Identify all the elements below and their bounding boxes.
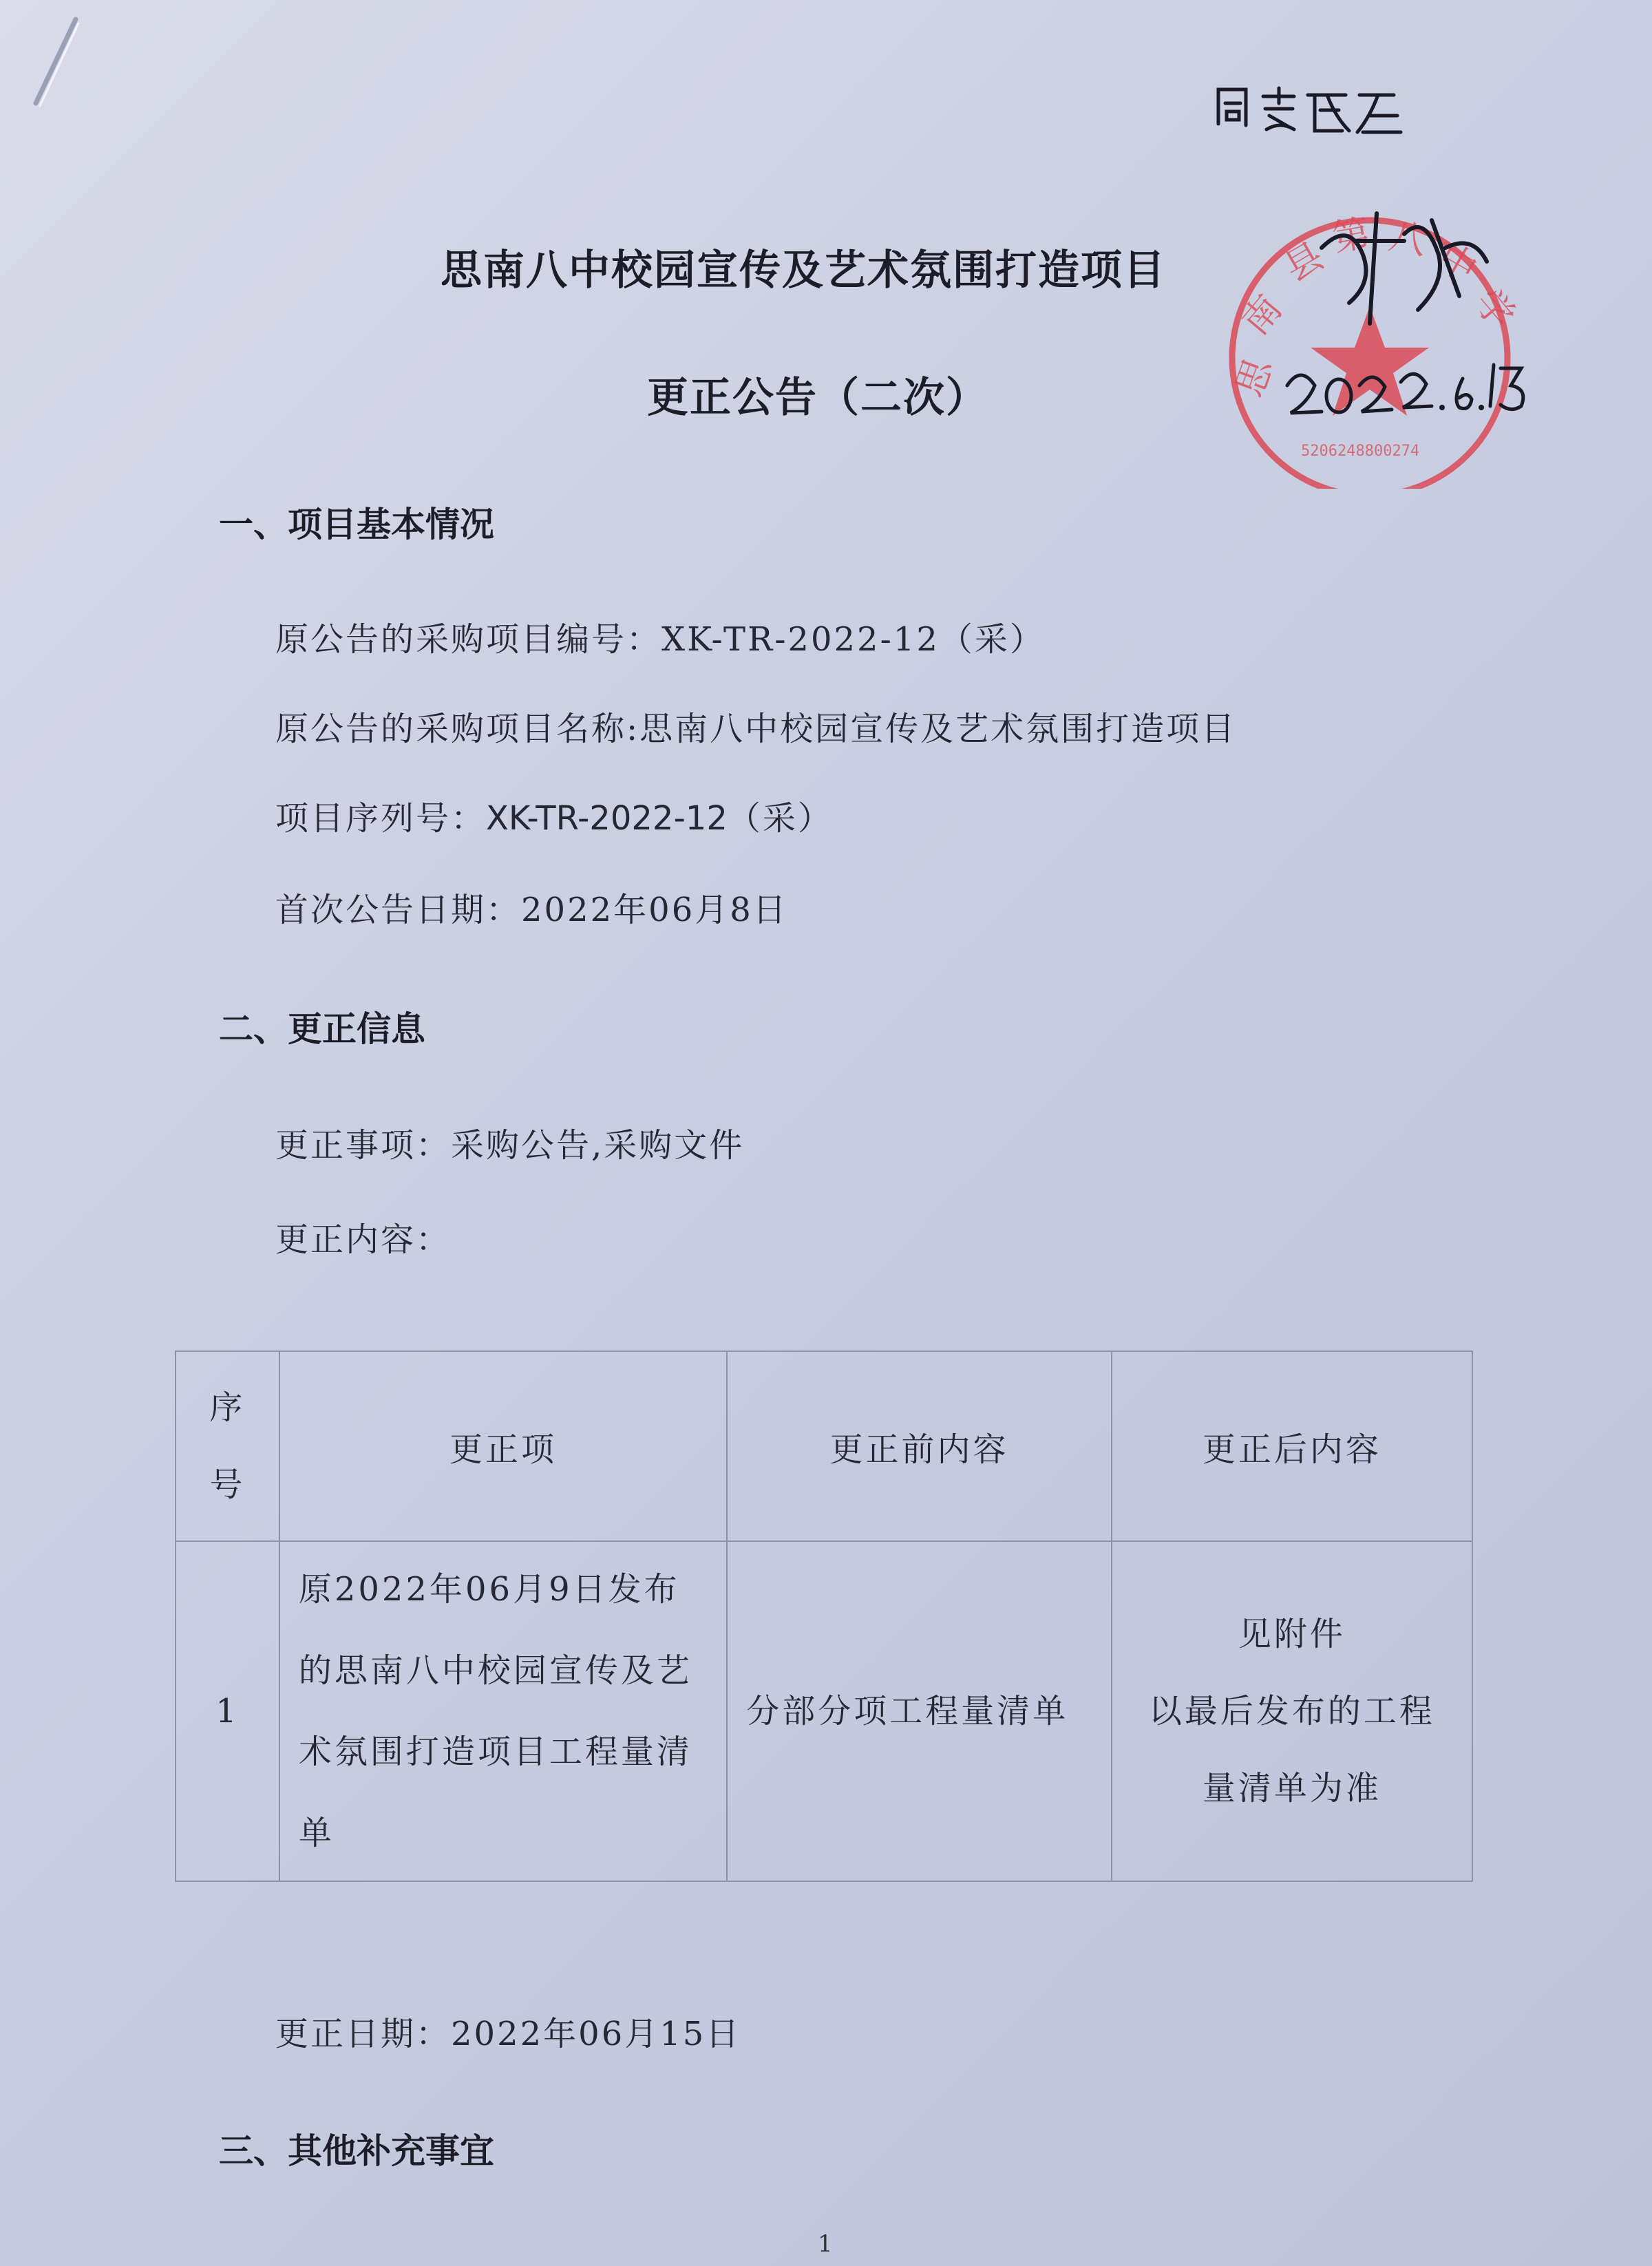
header-before-content: 更正前内容 — [727, 1351, 1111, 1541]
original-project-name: 原公告的采购项目名称:思南八中校园宣传及艺术氛围打造项目 — [275, 710, 1237, 748]
section-heading-basic-info: 一、项目基本情况 — [219, 505, 494, 544]
svg-text:中: 中 — [1430, 235, 1485, 292]
table-header-row — [176, 1351, 1472, 1541]
row-after-content: 见附件 以最后发布的工程 量清单为准 — [1112, 1541, 1472, 1881]
section-heading-correction-info: 二、更正信息 — [219, 1009, 425, 1049]
project-serial-value: XK-TR-2022-12 — [486, 799, 728, 838]
document-title: 思南八中校园宣传及艺术氛围打造项目 — [441, 246, 1166, 295]
table-row — [176, 1541, 1472, 1881]
document-subtitle: 更正公告（二次） — [647, 374, 988, 422]
svg-text:第: 第 — [1329, 211, 1374, 260]
first-announcement-date: 首次公告日期：2022年06月8日 — [275, 891, 788, 929]
correction-table — [175, 1351, 1473, 1882]
header-after-content: 更正后内容 — [1112, 1351, 1472, 1541]
project-serial-suffix: （采） — [727, 799, 833, 838]
correction-items: 更正事项：采购公告,采购文件 — [275, 1126, 745, 1165]
svg-text:县: 县 — [1277, 233, 1331, 290]
header-index: 序 号 — [176, 1351, 279, 1541]
row-index: 1 — [176, 1541, 279, 1881]
svg-text:思: 思 — [1227, 352, 1281, 403]
svg-text:5206248800274: 5206248800274 — [1301, 443, 1420, 460]
project-serial-number — [275, 792, 833, 839]
svg-text:学: 学 — [1466, 280, 1524, 337]
page-number: 1 — [818, 2230, 833, 2258]
correction-content-label: 更正内容： — [275, 1220, 452, 1259]
official-seal-with-signature — [1198, 76, 1556, 489]
original-project-number: 原公告的采购项目编号：XK-TR-2022-12（采） — [275, 620, 1045, 659]
svg-text:南: 南 — [1233, 286, 1291, 343]
header-correction-item: 更正项 — [279, 1351, 727, 1541]
paperclip-icon — [21, 14, 83, 110]
project-serial-label: 项目序列号： — [275, 799, 487, 838]
row-correction-item: 原2022年06月9日发布的思南八中校园宣传及艺术氛围打造项目工程量清单 — [279, 1541, 727, 1881]
row-before-content: 分部分项工程量清单 — [727, 1541, 1111, 1881]
correction-date: 更正日期：2022年06月15日 — [275, 2015, 741, 2053]
section-heading-other-matters: 三、其他补充事宜 — [219, 2131, 494, 2171]
svg-text:八: 八 — [1385, 213, 1430, 264]
